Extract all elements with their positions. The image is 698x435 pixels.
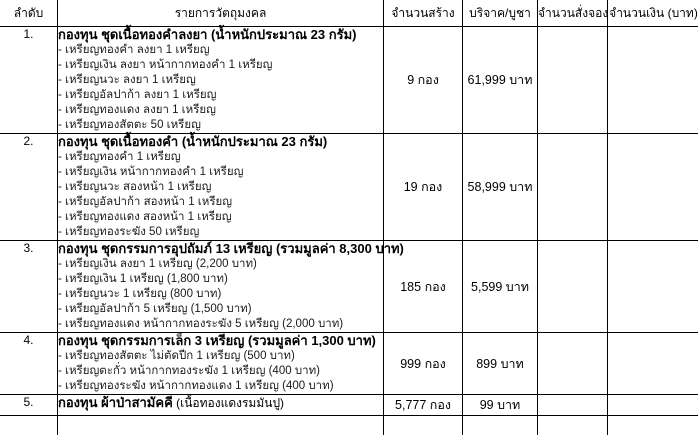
donation-price-cell: 58,999 บาท — [463, 134, 538, 241]
col-header-amount: จำนวนเงิน (บาท) — [608, 0, 698, 27]
item-line: - เหรียญเงิน ลงยา 1 เหรียญ (2,200 บาท) — [58, 258, 257, 270]
item-description-cell — [58, 395, 384, 416]
fund-title-note: (เนื้อทองแดงรมมันปู) — [172, 396, 285, 410]
row-number: 1. — [0, 27, 58, 134]
fund-title: กองทุน ชุดกรรมการเล็ก 3 เหรียญ (รวมมูลค่า 1,300 บาท) — [58, 333, 376, 348]
item-line: - เหรียญทองคำ 1 เหรียญ — [58, 151, 181, 163]
amount-cell — [608, 134, 698, 241]
item-line: - เหรียญทองสัตตะ ไม่ตัดปีก 1 เหรียญ (500 บาท) — [58, 350, 295, 362]
item-line: - เหรียญนวะ 1 เหรียญ (800 บาท) — [58, 288, 222, 300]
item-line: - เหรียญทองแดง หน้ากากทองระฆัง 5 เหรียญ (2,000 บาท) — [58, 318, 344, 330]
donation-price-cell: 99 บาท — [463, 395, 538, 416]
table-row — [0, 333, 698, 395]
fund-title: กองทุน ชุดเนื้อทองคำลงยา (น้ำหนักประมาณ 23 กรัม) — [58, 27, 357, 42]
table-row — [0, 395, 698, 416]
header-row — [0, 0, 698, 27]
quantity-created-cell: 999 กอง — [384, 333, 463, 395]
item-line: - เหรียญตะกั่ว หน้ากากทองระฆัง 1 เหรียญ (400 บาท) — [58, 365, 320, 377]
item-description-cell — [58, 27, 384, 134]
amount-cell — [608, 241, 698, 333]
col-header-donation-price: บริจาค/บูชา — [463, 0, 538, 27]
quantity-ordered-cell — [538, 27, 608, 134]
table-row — [0, 134, 698, 241]
quantity-created-cell: 19 กอง — [384, 134, 463, 241]
quantity-ordered-cell — [538, 134, 608, 241]
item-description-cell — [58, 241, 404, 333]
item-line: - เหรียญนวะ สองหน้า 1 เหรียญ — [58, 181, 212, 193]
item-line: - เหรียญอัลปาก้า ลงยา 1 เหรียญ — [58, 89, 217, 101]
quantity-created-cell: 5,777 กอง — [384, 395, 463, 416]
quantity-created-cell: 9 กอง — [384, 27, 463, 134]
item-line: - เหรียญเงิน ลงยา หน้ากากทองคำ 1 เหรียญ — [58, 59, 273, 71]
item-description-cell — [58, 134, 384, 241]
donation-price-cell: 61,999 บาท — [463, 27, 538, 134]
empty-cell — [0, 416, 58, 435]
item-line: - เหรียญนวะ ลงยา 1 เหรียญ — [58, 74, 196, 86]
quantity-ordered-cell — [538, 241, 608, 333]
table-row — [0, 27, 698, 134]
amount-cell — [608, 333, 698, 395]
item-description-cell — [58, 333, 384, 395]
row-number: 2. — [0, 134, 58, 241]
row-number: 3. — [0, 241, 58, 333]
fund-title: กองทุน ชุดกรรมการอุปถัมภ์ 13 เหรียญ (รวมมูลค่า 8,300 บาท) — [58, 241, 404, 256]
donation-price-cell: 5,599 บาท — [463, 241, 538, 333]
empty-cell — [608, 416, 698, 435]
partial-table-row — [0, 416, 698, 435]
col-header-index: ลำดับ — [0, 0, 58, 27]
donation-price-cell: 899 บาท — [463, 333, 538, 395]
amount-cell — [608, 27, 698, 134]
item-line: - เหรียญทองสัตตะ 50 เหรียญ — [58, 119, 201, 131]
fund-title: กองทุน ผ้าป่าสามัคคี (เนื้อทองแดงรมมันปู) — [58, 395, 285, 410]
item-line: - เหรียญทองระฆัง หน้ากากทองแดง 1 เหรียญ (400 บาท) — [58, 380, 334, 392]
item-line: - เหรียญทองระฆัง 50 เหรียญ — [58, 226, 200, 238]
item-line: - เหรียญเงิน หน้ากากทองคำ 1 เหรียญ — [58, 166, 244, 178]
item-line: - เหรียญทองแดง สองหน้า 1 เหรียญ — [58, 211, 232, 223]
amount-cell — [608, 395, 698, 416]
empty-cell — [538, 416, 608, 435]
row-number: 5. — [0, 395, 58, 416]
empty-cell — [463, 416, 538, 435]
table-row — [0, 241, 698, 333]
col-header-quantity-created: จำนวนสร้าง — [384, 0, 463, 27]
quantity-ordered-cell — [538, 395, 608, 416]
quantity-ordered-cell — [538, 333, 608, 395]
item-line: - เหรียญทองแดง ลงยา 1 เหรียญ — [58, 104, 216, 116]
fund-title: กองทุน ชุดเนื้อทองคำ (น้ำหนักประมาณ 23 กรัม) — [58, 134, 328, 149]
item-line: - เหรียญอัลปาก้า สองหน้า 1 เหรียญ — [58, 196, 233, 208]
empty-cell — [384, 416, 463, 435]
item-line: - เหรียญทองคำ ลงยา 1 เหรียญ — [58, 44, 210, 56]
item-line: - เหรียญอัลปาก้า 5 เหรียญ (1,500 บาท) — [58, 303, 252, 315]
row-number: 4. — [0, 333, 58, 395]
empty-cell — [58, 416, 384, 435]
quantity-created-cell: 185 กอง — [384, 241, 463, 333]
item-line: - เหรียญเงิน 1 เหรียญ (1,800 บาท) — [58, 273, 228, 285]
col-header-item-list: รายการวัตถุมงคล — [58, 0, 384, 27]
col-header-quantity-ordered: จำนวนสั่งจอง — [538, 0, 608, 27]
